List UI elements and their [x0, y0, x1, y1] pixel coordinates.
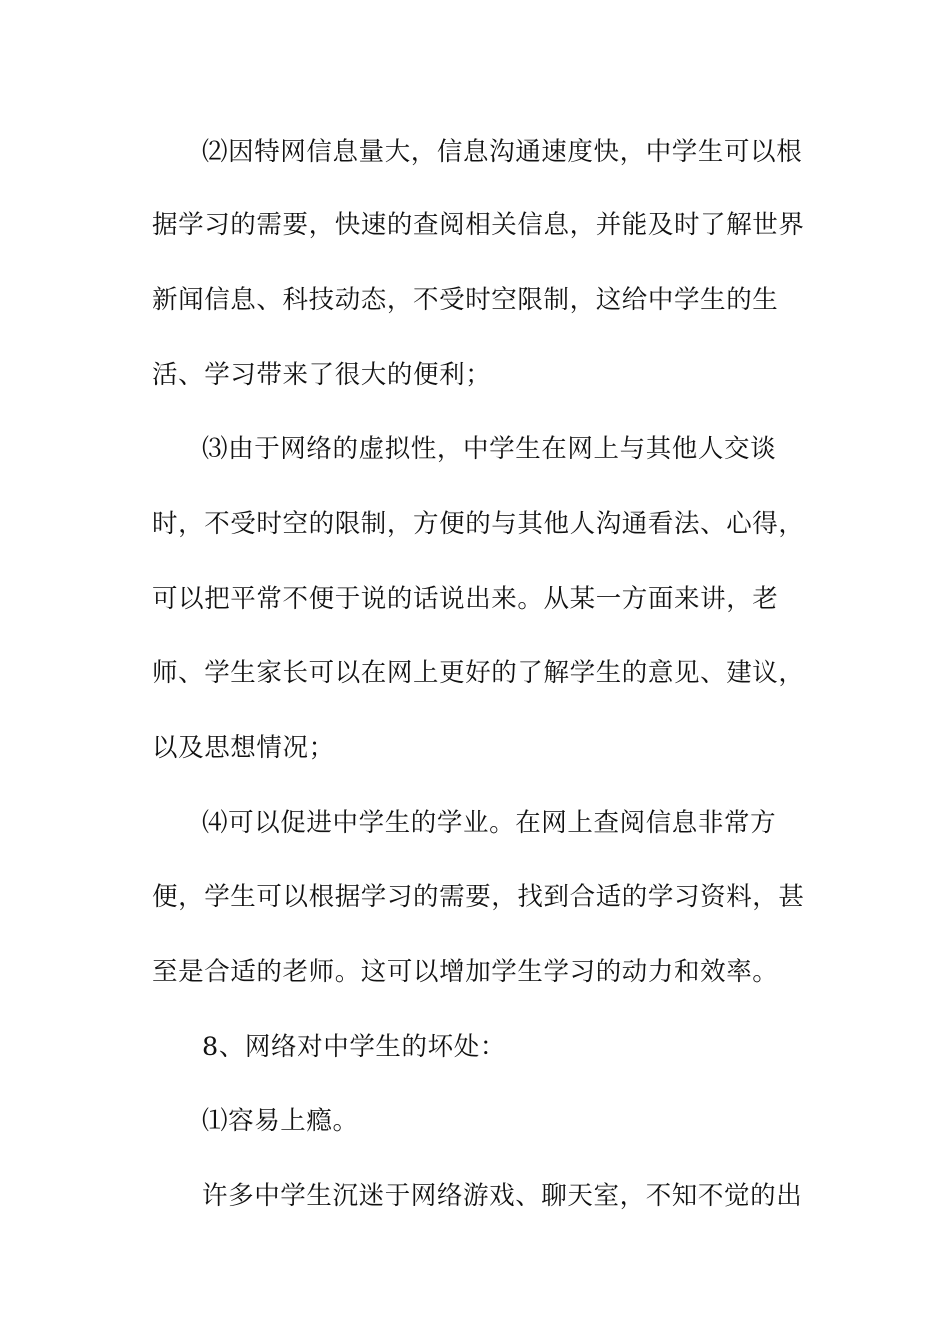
paragraph-3-line-1: ⑶由于网络的虚拟性，中学生在网上与其他人交谈: [202, 434, 777, 464]
paragraph-3-line-5: 以及思想情况；: [152, 733, 335, 763]
paragraph-3-line-2: 时，不受时空的限制，方便的与其他人沟通看法、心得，: [152, 509, 805, 539]
paragraph-4-line-2: 便，学生可以根据学习的需要，找到合适的学习资料，甚: [152, 882, 805, 912]
paragraph-4-line-1: ⑷可以促进中学生的学业。在网上查阅信息非常方: [202, 808, 777, 838]
paragraph-2-line-3: 新闻信息、科技动态，不受时空限制，这给中学生的生: [152, 285, 779, 315]
section-8-heading: 8、网络对中学生的坏处：: [202, 1032, 506, 1062]
paragraph-addiction-line-1: 许多中学生沉迷于网络游戏、聊天室，不知不觉的出: [202, 1181, 803, 1211]
paragraph-4-line-3: 至是合适的老师。这可以增加学生学习的动力和效率。: [152, 957, 779, 987]
paragraph-3-line-4: 师、学生家长可以在网上更好的了解学生的意见、建议，: [152, 658, 805, 688]
paragraph-3-line-3: 可以把平常不便于说的话说出来。从某一方面来讲，老: [152, 584, 779, 614]
subsection-1-heading: ⑴容易上瘾。: [202, 1106, 359, 1136]
paragraph-2-line-1: ⑵因特网信息量大，信息沟通速度快，中学生可以根: [202, 137, 803, 167]
paragraph-2-line-2: 据学习的需要，快速的查阅相关信息，并能及时了解世界: [152, 210, 805, 240]
paragraph-2-line-4: 活、学习带来了很大的便利；: [152, 360, 492, 390]
